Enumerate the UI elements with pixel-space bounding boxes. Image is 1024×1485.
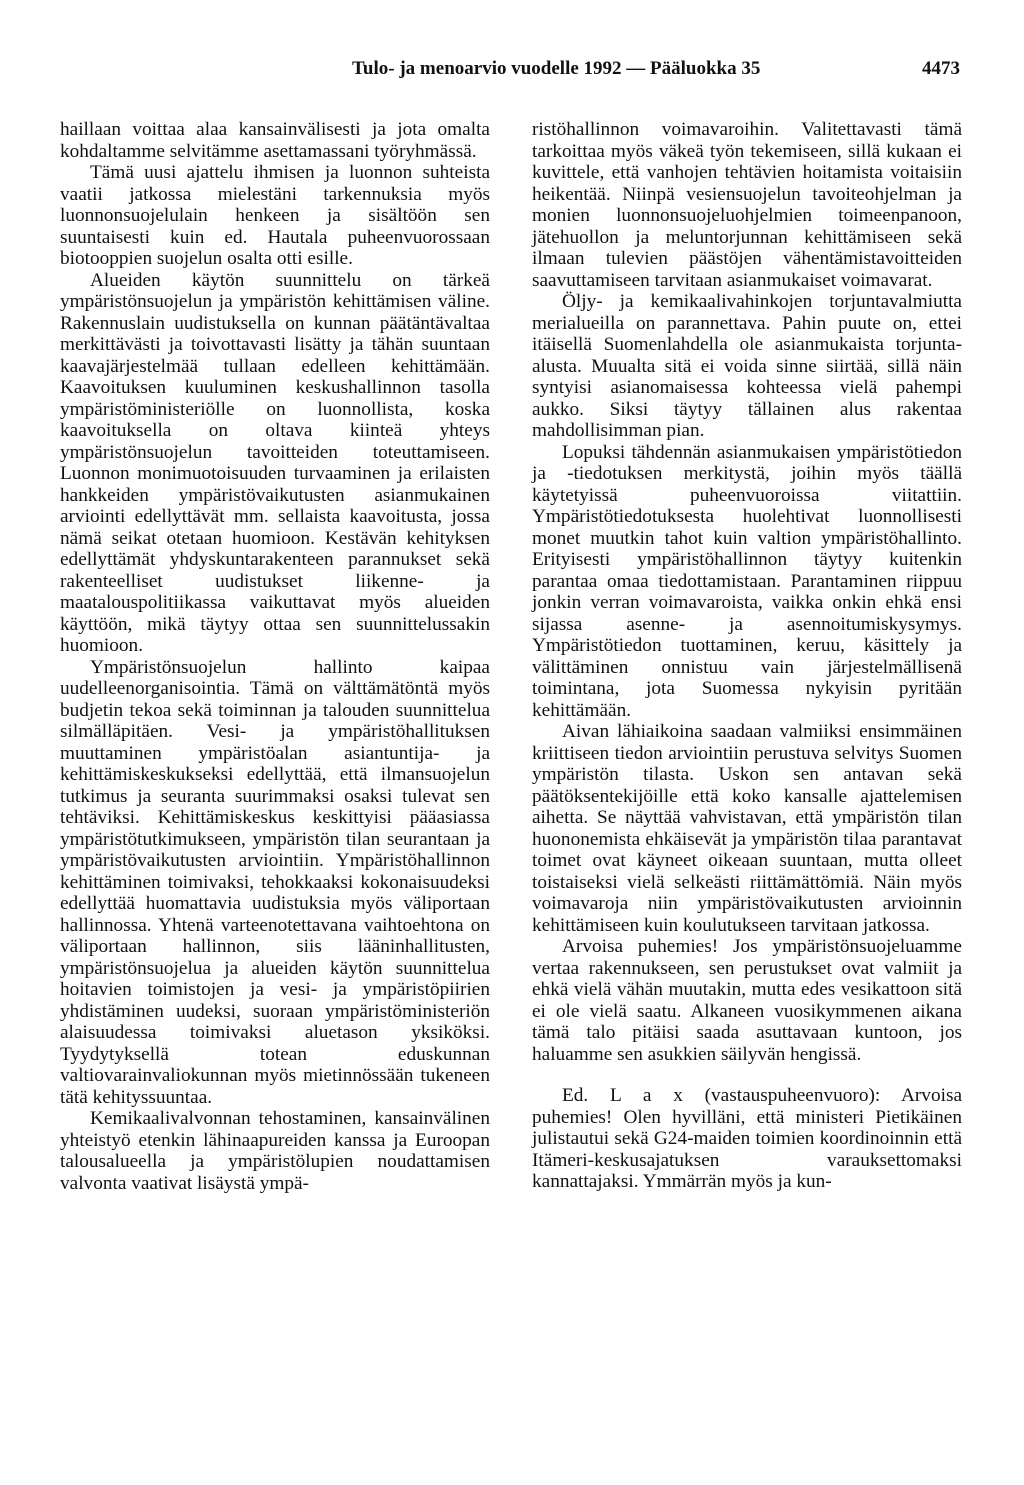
paragraph: ristöhallinnon voimavaroihin. Valitettavasti tämä tarkoittaa myös väkeä työn tekemiseen, sillä kukaan ei kuvittele, että vanhojen tehtävien hoitamista voitaisiin heikentää. Niinpä vesiensuojelun tavoiteohjelman ja monien luonnonsuojeluohjelmien toimeenpanoon, jätehuollon ja meluntorjunnan kehittämiseen sekä ilmaan tulevien päästöjen vähentämistavoitteiden saavuttamiseen tarvitaan asianmukaiset voimavarat. <box>532 119 962 291</box>
paragraph: Aivan lähiaikoina saadaan valmiiksi ensimmäinen kriittiseen tiedon arviointiin perustuva selvitys Suomen ympäristön tilasta. Uskon sen antavan sekä päätöksentekijöille että koko kansalle ajattelemisen aihetta. Se näyttää vahvistavan, että ympäristön tilan huononemista ehkäisevät ja ympäristön tilaa parantavat toimet ovat käyneet oikeaan suuntaan, mutta olleet toistaiseksi vielä selkeästi riittämättömiä. Näin myös voimavaroja niin ympäristövaikutusten arvioinnin kehittämiseen kuin koulutukseen tarvitaan jatkossa. <box>532 721 962 936</box>
page-number: 4473 <box>922 58 960 79</box>
paragraph: Ympäristönsuojelun hallinto kaipaa uudelleenorganisointia. Tämä on välttämätöntä myös budjetin tekoa sekä toiminnan ja talouden suunnittelua silmälläpitäen. Vesi- ja ympäristöhallituksen muuttaminen ympäristöalan asiantuntija- ja kehittämiskeskukseksi edellyttää, että ilmansuojelun tutkimus ja seuranta suurimmaksi osaksi tulevat sen tehtäviksi. Kehittämiskeskus keskittyisi pääasiassa ympäristötutkimukseen, ympäristön tilan seurantaan ja ympäristövaikutusten arviointiin. Ympäristöhallinnon kehittäminen toimivaksi, tehokkaaksi kokonaisuudeksi edellyttää huomattavia uudistuksia myös väliportaan hallinnossa. Yhtenä varteenotettavana vaihtoehtona on väliportaan hallinnon, siis lääninhallitusten, ympäristönsuojelua ja alueiden käytön suunnittelua hoitavien toimistojen ja vesi- ja ympäristöpiirien yhdistäminen uudeksi, suoraan ympäristöministeriön alaisuudessa toimivaksi aluetason yksiköksi. Tyydytyksellä totean eduskunnan valtiovarainvaliokunnan myös mietinnössään tukeneen tätä kehityssuuntaa. <box>60 656 490 1108</box>
paragraph: haillaan voittaa alaa kansainvälisesti ja jota omalta kohdaltamme selvitämme asettamassani työryhmässä. <box>60 119 490 162</box>
page-header <box>60 58 960 98</box>
paragraph: Kemikaalivalvonnan tehostaminen, kansainvälinen yhteistyö etenkin lähinaapureiden kanssa ja Euroopan talousalueella ja ympäristölupien noudattamisen valvonta vaativat lisäystä ympä- <box>60 1108 490 1194</box>
paragraph: Alueiden käytön suunnittelu on tärkeä ympäristönsuojelun ja ympäristön kehittämisen väline. Rakennuslain uudistuksella on kunnan päätäntävaltaa merkittävästi ja toivottavasti lisätty ja tähän suuntaan kaavajärjestelmää tullaan edelleen kehittämään. Kaavoituksen kuuluminen keskushallinnon tasolla ympäristöministeriölle on luonnollista, koska kaavoituksella on oltava kiinteä yhteys ympäristönsuojelun tavoitteiden toteuttamiseen. Luonnon monimuotoisuuden turvaaminen ja erilaisten hankkeiden ympäristövaikutusten asianmukainen arviointi edellyttävät mm. sellaista kaavoitusta, jossa nämä seikat otetaan huomioon. Kestävän kehityksen edellyttämät yhdyskuntarakenteen parannukset sekä rakenteelliset uudistukset liikenne- ja maatalouspolitiikassa vaikuttavat myös alueiden käyttöön, mikä täytyy ottaa sen suunnittelussakin huomioon. <box>60 269 490 656</box>
paragraph: Tämä uusi ajattelu ihmisen ja luonnon suhteista vaatii jatkossa mielestäni tarkennuksia myös luonnonsuojelulain henkeen ja sisältöön sen suuntaisesti kuin ed. Hautala puheenvuorossaan biotooppien suojelun osalta otti esille. <box>60 162 490 269</box>
speaker-paragraph: Ed. L a x (vastauspuheenvuoro): Arvoisa puhemies! Olen hyvilläni, että ministeri Pietikäinen julistautui sekä G24-maiden toimien koordinoinnin että Itämeri-keskusajatuksen varauksettomaksi kannattajaksi. Ymmärrän myös ja kun- <box>532 1085 962 1192</box>
right-column <box>532 119 962 1193</box>
running-title: Tulo- ja menoarvio vuodelle 1992 — Pääluokka 35 <box>352 58 761 79</box>
paragraph: Öljy- ja kemikaalivahinkojen torjuntavalmiutta merialueilla on parannettava. Pahin puute on, ettei itäisellä Suomenlahdella ole asianmukaista torjunta-alusta. Muualta sitä ei voida sinne siirtää, sillä näin syntyisi asianomaisessa kohteessa vielä pahempi aukko. Siksi täytyy tällainen alus rakentaa mahdollisimman pian. <box>532 291 962 441</box>
paragraph: Arvoisa puhemies! Jos ympäristönsuojeluamme vertaa rakennukseen, sen perustukset ovat valmiit ja ehkä vielä vähän muutakin, mutta edes vesikattoon sitä ei ole vielä saatu. Alkaneen vuosikymmenen aikana tämä talo pitäisi saada asuttavaan kuntoon, jos haluamme sen asukkien säilyvän hengissä. <box>532 936 962 1065</box>
paragraph: Lopuksi tähdennän asianmukaisen ympäristötiedon ja -tiedotuksen merkitystä, joihin myös täällä käytetyissä puheenvuoroissa viitattiin. Ympäristötiedotuksesta huolehtivat luonnollisesti monet muutkin tahot kuin valtion ympäristöhallinto. Erityisesti ympäristöhallinnon täytyy kuitenkin parantaa omaa tiedottamistaan. Parantaminen riippuu jonkin verran voimavaroista, vaikka onkin ehkä ensi sijassa asenne- ja asennoitumiskysymys. Ympäristötiedon tuottaminen, keruu, käsittely ja välittäminen onnistuu vain järjestelmällisenä toimintana, jota Suomessa nykyisin pyritään kehittämään. <box>532 441 962 721</box>
left-column <box>60 119 490 1194</box>
